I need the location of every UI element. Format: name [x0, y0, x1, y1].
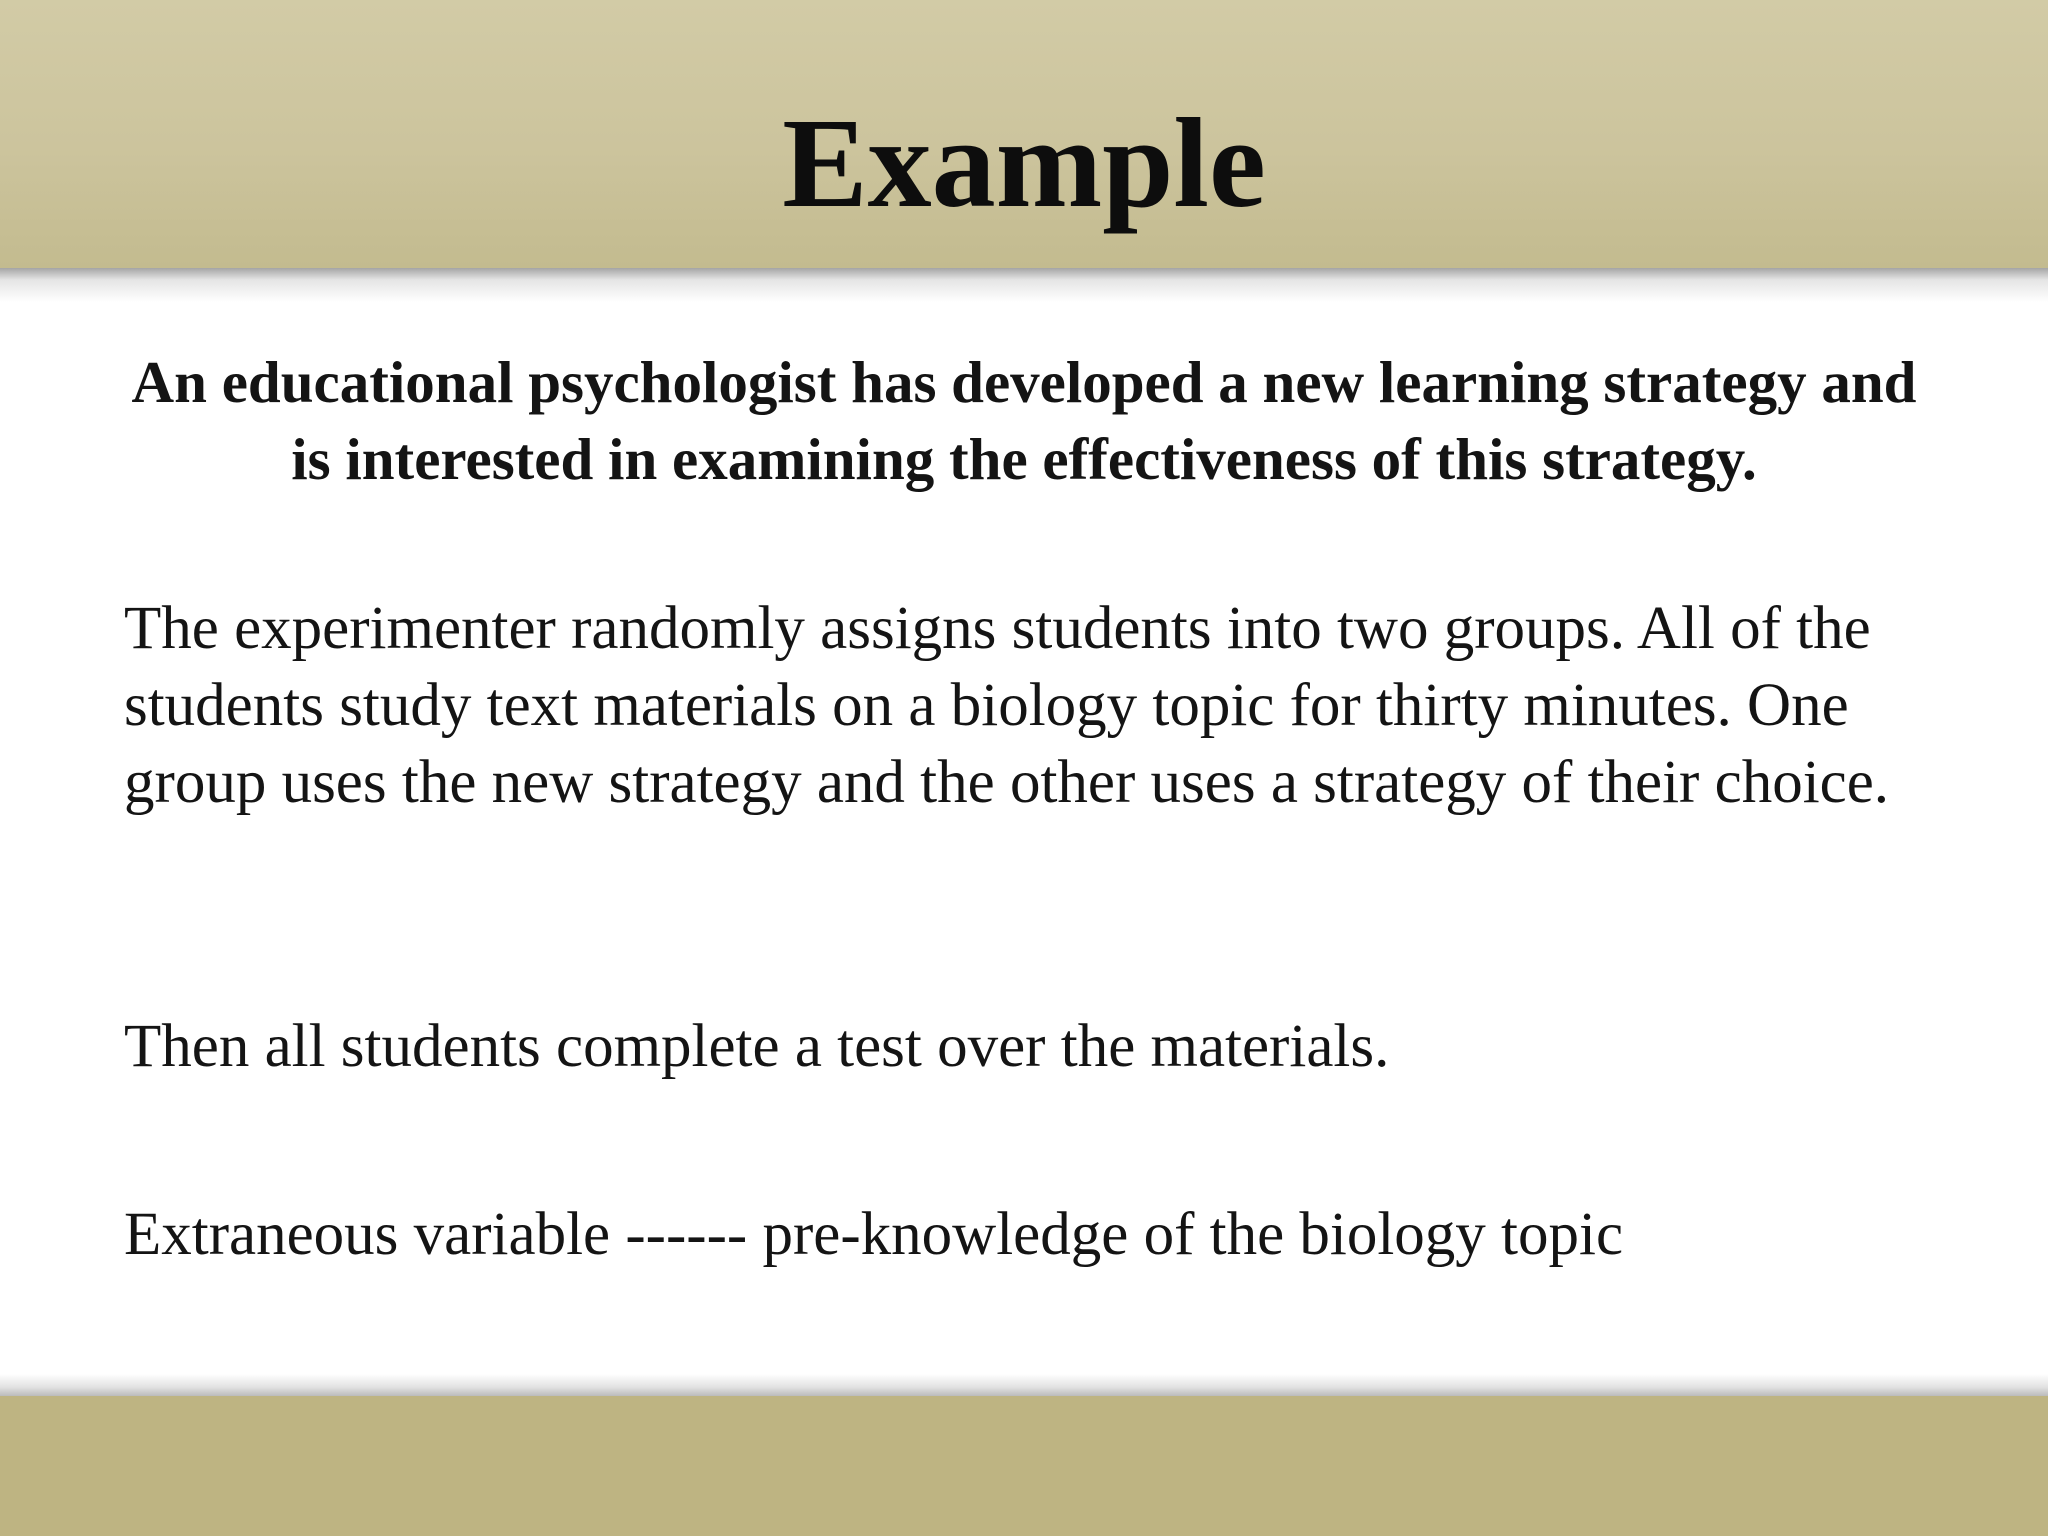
footer-band — [0, 1396, 2048, 1536]
body-paragraph-design: The experimenter randomly assigns students into two groups. All of the students study text materials on a biology topic for thirty minutes. One group uses the new strategy and the other uses a strategy of their choice. — [124, 595, 1890, 816]
body-paragraph-extraneous-variable: Extraneous variable ------ pre-knowledge of the biology topic — [124, 1201, 1624, 1268]
footer-shadow — [0, 1374, 2048, 1396]
body-paragraph-test: Then all students complete a test over the materials. — [124, 1013, 1390, 1080]
header-shadow — [0, 268, 2048, 302]
slide-title: Example — [782, 92, 1266, 234]
lead-statement: An educational psychologist has developed a new learning strategy and is interested in examining the effectiveness of this strategy. — [131, 349, 1917, 492]
